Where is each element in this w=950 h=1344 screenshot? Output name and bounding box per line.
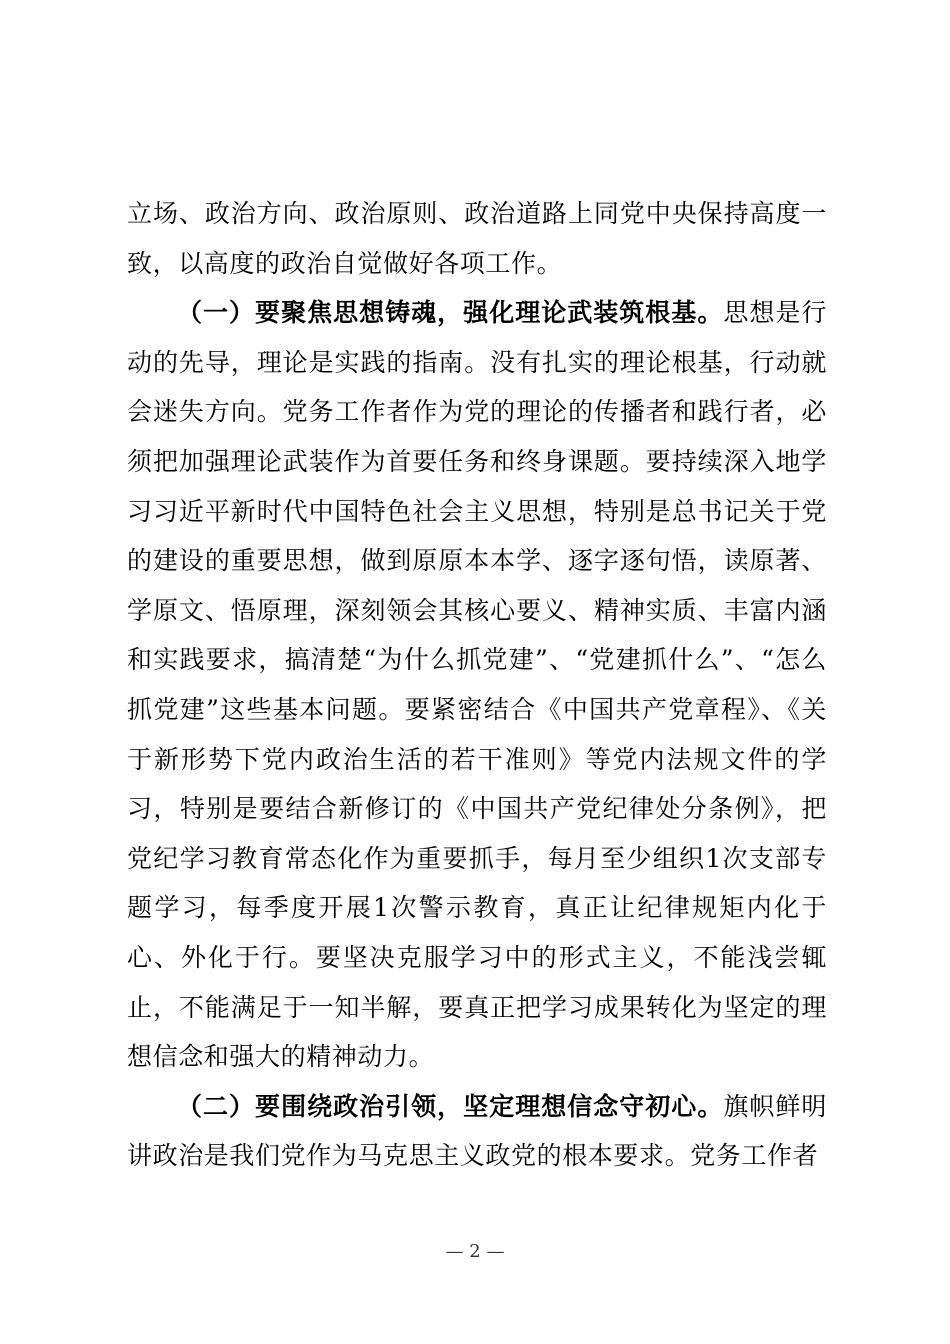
paragraph-text: 立场、政治方向、政治原则、政治道路上同党中央保持高度一致，以高度的政治自觉做好各项工作。 bbox=[127, 199, 827, 278]
paragraph-text: 旗帜鲜明讲政治是我们党作为马克思主义政党的根本要求。党务工作者 bbox=[127, 1091, 827, 1171]
paragraph-section-1 bbox=[127, 288, 827, 1082]
paragraph-continuation bbox=[127, 189, 827, 288]
section-heading: （一）要聚焦思想铸魂，强化理论武装筑根基。 bbox=[177, 298, 724, 328]
section-heading: （二）要围绕政治引领，坚定理想信念守初心。 bbox=[177, 1091, 724, 1121]
paragraph-text: 思想是行动的先导，理论是实践的指南。没有扎实的理论根基，行动就会迷失方向。党务工作者作为党的理论的传播者和践行者，必须把加强理论武装作为首要任务和终身课题。要持续深入地学习习近平新时代中国特色社会主义思想，特别是总书记关于党的建设的重要思想，做到原原本本学、逐字逐句悟，读原著、学原文、悟原理，深刻领会其核心要义、精神实质、丰富内涵和实践要求，搞清楚“为什么抓党建”、“党建抓什么”、“怎么抓党建”这些基本问题。要紧密结合《中国共产党章程》、《关于新形势下党内政治生活的若干准则》等党内法规文件的学习，特别是要结合新修订的《中国共产党纪律处分条例》，把党纪学习教育常态化作为重要抓手，每月至少组织1次支部专题学习，每季度开展1次警示教育，真正让纪律规矩内化于心、外化于行。要坚决克服学习中的形式主义，不能浅尝辄止，不能满足于一知半解，要真正把学习成果转化为坚定的理想信念和强大的精神动力。 bbox=[127, 298, 827, 1072]
page-number: — 2 — bbox=[445, 1241, 505, 1262]
body-text bbox=[127, 189, 827, 1181]
paragraph-section-2 bbox=[127, 1082, 827, 1181]
